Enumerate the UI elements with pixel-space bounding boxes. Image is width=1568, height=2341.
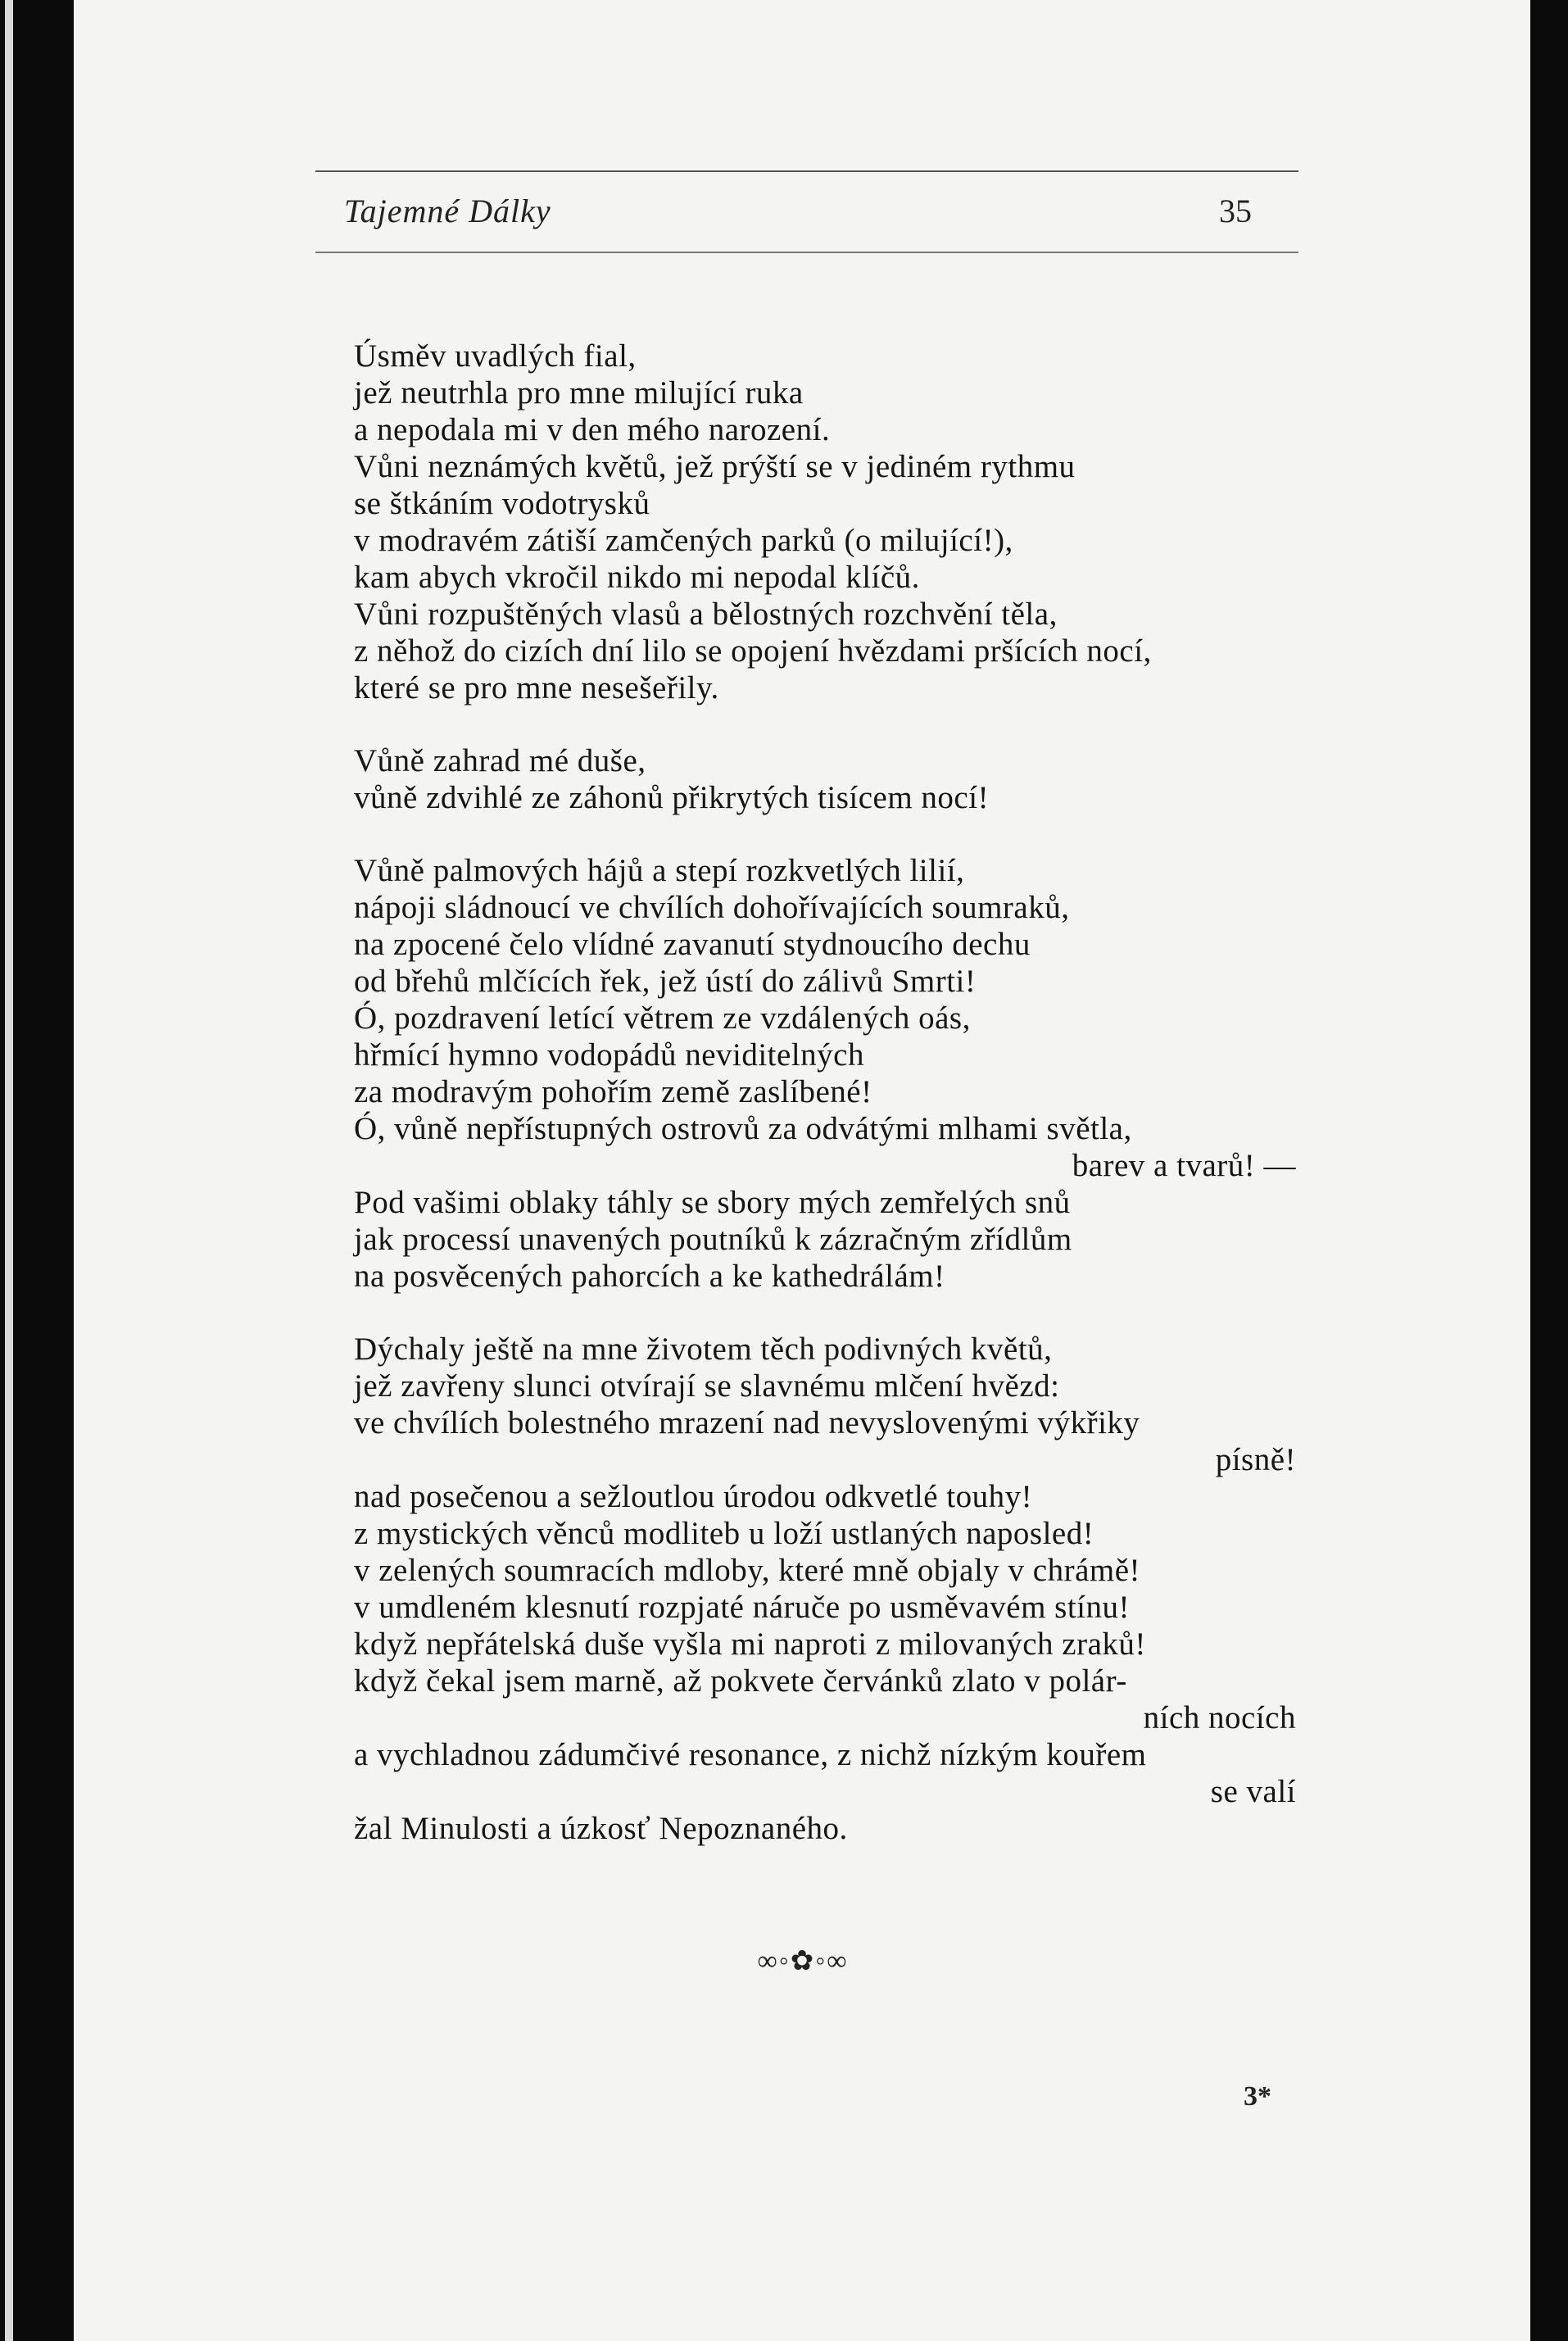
- poem-line: a vychladnou zádumčivé resonance, z nichž nízkým kouřem: [354, 1737, 1147, 1772]
- poem-line: nad posečenou a sežloutlou úrodou odkvetlé touhy!: [354, 1479, 1033, 1514]
- stanza-break: [354, 1295, 1337, 1331]
- poem-line: vůně zdvihlé ze záhonů přikrytých tisícem nocí!: [354, 780, 990, 815]
- poem-line: Ó, pozdravení letící větrem ze vzdálených oás,: [354, 1000, 971, 1036]
- poem-line: hřmící hymno vodopádů neviditelných: [354, 1037, 864, 1073]
- poem-line: když nepřátelská duše vyšla mi naproti z milovaných zraků!: [354, 1626, 1146, 1662]
- poem-line: nápoji sládnoucí ve chvílích dohořívajících soumraků,: [354, 890, 1070, 925]
- scan-right-edge: [1530, 0, 1568, 2341]
- stanza-break: [354, 706, 1337, 742]
- header-rule-bottom: [315, 252, 1298, 253]
- poem-line: ve chvílích bolestného mrazení nad nevyslovenými výkřiky: [354, 1405, 1140, 1440]
- poem-line-continuation: se valí: [1210, 1774, 1296, 1809]
- poem-line: a nepodala mi v den mého narození.: [354, 412, 831, 447]
- poem-line: kam abych vkročil nikdo mi nepodal klíčů.: [354, 560, 920, 595]
- poem-line: v modravém zátiší zamčených parků (o milující!),: [354, 523, 1013, 558]
- poem-line: za modravým pohořím země zaslíbené!: [354, 1074, 872, 1109]
- facing-page-sliver: [5, 0, 13, 2341]
- poem-body: [354, 338, 1337, 1847]
- poem-line: žal Minulosti a úzkosť Nepoznaného.: [354, 1811, 848, 1846]
- poem-line: Úsměv uvadlých fial,: [354, 338, 637, 374]
- poem-line: Vůni neznámých květů, jež prýští se v jediném rythmu: [354, 449, 1076, 484]
- poem-line: na posvěcených pahorcích a ke kathedrálám!: [354, 1259, 945, 1294]
- poem-line-continuation: ních nocích: [1143, 1700, 1296, 1735]
- poem-line: jak processí unavených poutníků k zázračným zřídlům: [354, 1222, 1072, 1257]
- poem-line: Vůni rozpuštěných vlasů a bělostných rozchvění těla,: [354, 597, 1058, 632]
- poem-line: v umdleném klesnutí rozpjaté náruče po usměvavém stínu!: [354, 1590, 1130, 1625]
- poem-line: Ó, vůně nepřístupných ostrovů za odvátými mlhami světla,: [354, 1111, 1132, 1146]
- poem-line: Dýchaly ještě na mne životem těch podivných květů,: [354, 1332, 1053, 1367]
- poem-line: jež zavřeny slunci otvírají se slavnému mlčení hvězd:: [354, 1368, 1060, 1404]
- poem-line: Vůně palmových hájů a stepí rozkvetlých lilií,: [354, 853, 965, 888]
- ornament-divider-icon: ∞◦✿◦∞: [757, 1946, 849, 1976]
- poem-line-continuation: písně!: [1215, 1442, 1296, 1477]
- poem-line: Pod vašimi oblaky táhly se sbory mých zemřelých snů: [354, 1185, 1071, 1220]
- poem-line: na zpocené čelo vlídné zavanutí stydnoucího dechu: [354, 927, 1031, 962]
- signature-mark: 3*: [1244, 2081, 1271, 2112]
- page-number: 35: [1219, 193, 1252, 229]
- scan-left-edge: [0, 0, 74, 2341]
- poem-line: od břehů mlčících řek, jež ústí do zálivů Smrti!: [354, 964, 977, 999]
- poem-line-continuation: barev a tvarů! —: [1072, 1148, 1296, 1183]
- poem-line: se štkáním vodotrysků: [354, 486, 650, 521]
- poem-line: když čekal jsem marně, až pokvete červánků zlato v polár-: [354, 1663, 1127, 1699]
- poem-line: Vůně zahrad mé duše,: [354, 743, 646, 778]
- poem-line: z mystických věnců modliteb u loží ustlaných naposled!: [354, 1516, 1094, 1551]
- stanza-break: [354, 816, 1337, 852]
- poem-line: které se pro mne nesešeřily.: [354, 670, 719, 705]
- running-head: Tajemné Dálky: [344, 193, 551, 229]
- poem-line: jež neutrhla pro mne milující ruka: [354, 375, 804, 411]
- poem-line: z něhož do cizích dní lilo se opojení hvězdami pršících nocí,: [354, 633, 1152, 669]
- header-rule-top: [315, 170, 1298, 172]
- poem-line: v zelených soumracích mdloby, které mně objaly v chrámě!: [354, 1553, 1141, 1588]
